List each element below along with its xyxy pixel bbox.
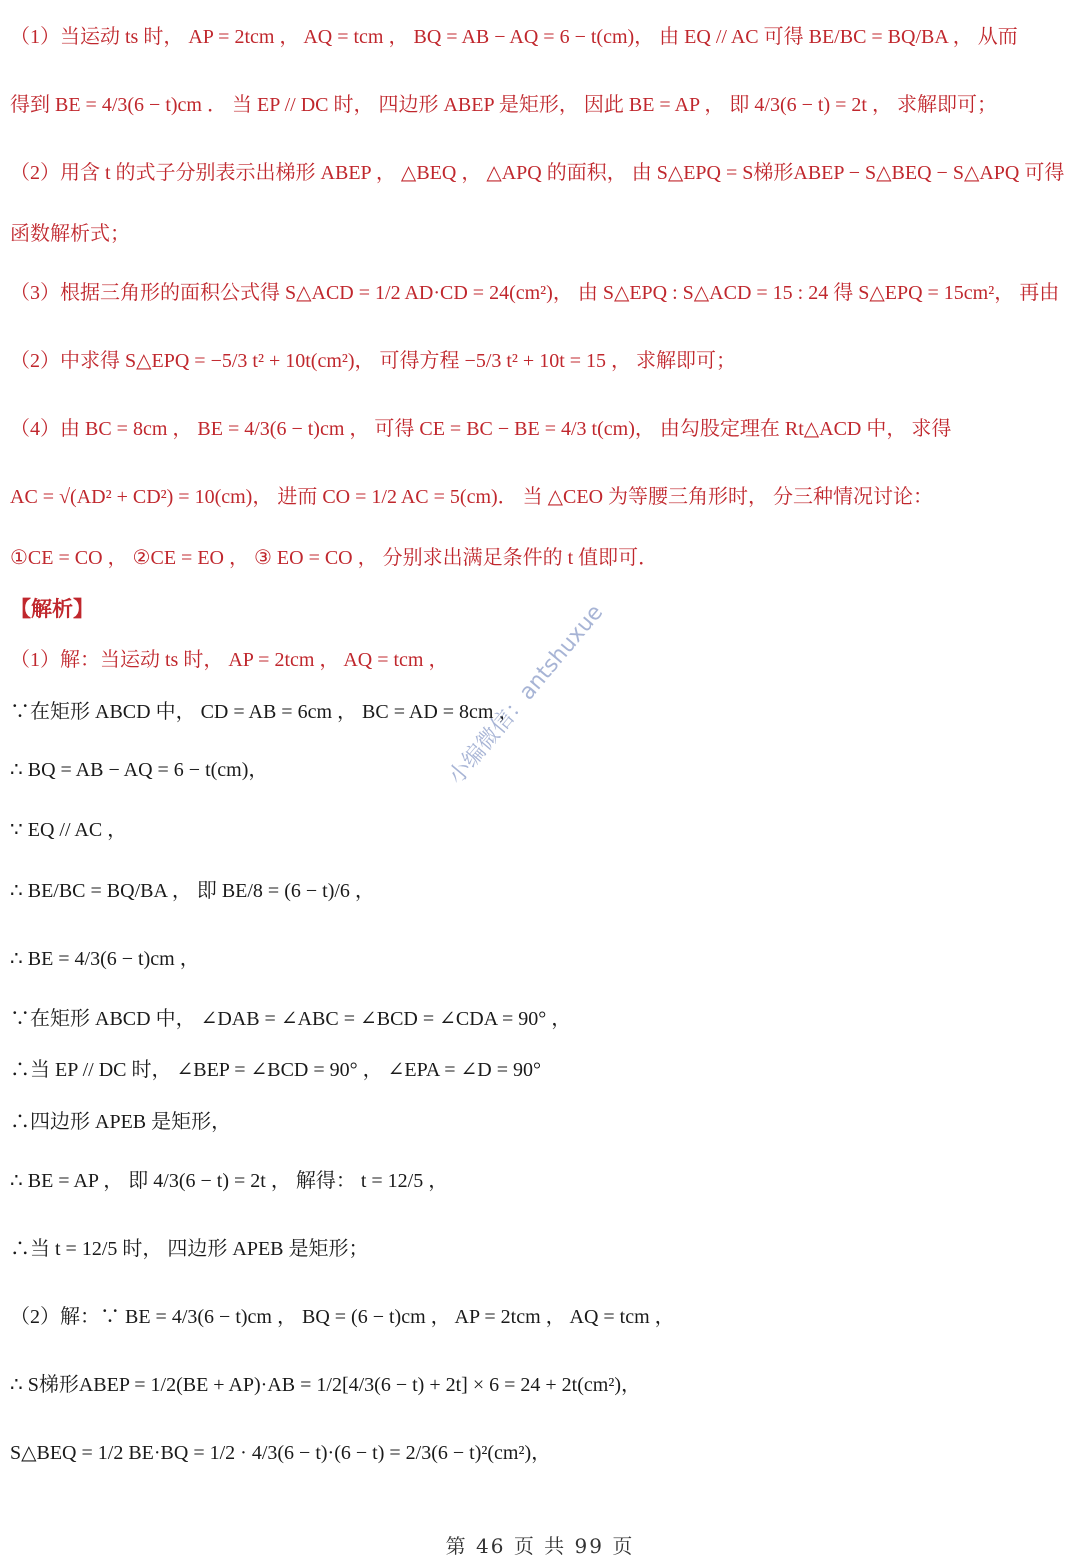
solution-heading: 【解析】 [10, 597, 94, 621]
solution-line-5: ∴ BE/BC = BQ/BA ， 即 BE/8 = (6 − t)/6 ， [10, 880, 375, 902]
solution-line-13: ∴ S梯形ABEP = 1/2(BE + AP)·AB = 1/2[4/3(6 − t) + 2t] × 6 = 24 + 2t(cm²)， [10, 1374, 641, 1396]
solution-line-14: S△BEQ = 1/2 BE·BQ = 1/2 · 4/3(6 − t)·(6 − t) = 2/3(6 − t)²(cm²)， [10, 1442, 552, 1464]
solution-line-10: ∴ BE = AP ， 即 4/3(6 − t) = 2t ， 解得： t = 12/5 ， [10, 1170, 449, 1192]
hint-line-4: 函数解析式； [10, 223, 130, 245]
solution-line-7: ∵在矩形 ABCD 中， ∠DAB = ∠ABC = ∠BCD = ∠CDA = 90° ， [10, 1008, 572, 1030]
hint-line-9: ①CE = CO ， ②CE = EO ， ③ EO = CO ， 分别求出满足条件的 t 值即可． [10, 547, 659, 569]
solution-line-4: ∵ EQ // AC ， [10, 819, 128, 841]
solution-line-11: ∴当 t = 12/5 时， 四边形 APEB 是矩形； [10, 1238, 369, 1260]
watermark: 小编微信：antshuxue [443, 600, 609, 790]
hint-line-7: （4）由 BC = 8cm ， BE = 4/3(6 − t)cm ， 可得 CE = BC − BE = 4/3 t(cm)， 由勾股定理在 Rt△ACD 中， 求得 [10, 418, 952, 440]
solution-line-2: ∵在矩形 ABCD 中， CD = AB = 6cm ， BC = AD = 8cm ， [10, 701, 519, 723]
solution-line-1: （1）解：当运动 ts 时， AP = 2tcm ， AQ = tcm ， [10, 649, 449, 671]
solution-line-12: （2）解：∵ BE = 4/3(6 − t)cm ， BQ = (6 − t)cm ， AP = 2tcm ， AQ = tcm ， [10, 1306, 675, 1328]
page-footer: 第 46 页 共 99 页 [445, 1534, 635, 1558]
hint-line-1: （1）当运动 ts 时， AP = 2tcm ， AQ = tcm ， BQ = AB − AQ = 6 − t(cm)， 由 EQ // AC 可得 BE/BC = BQ/BA ， 从而 [10, 26, 1018, 48]
solution-line-6: ∴ BE = 4/3(6 − t)cm ， [10, 948, 200, 970]
hint-line-3: （2）用含 t 的式子分别表示出梯形 ABEP ， △BEQ ， △APQ 的面积， 由 S△EPQ = S梯形ABEP − S△BEQ − S△APQ 可得 [10, 162, 1065, 184]
hint-line-2: 得到 BE = 4/3(6 − t)cm ． 当 EP // DC 时， 四边形 ABEP 是矩形， 因此 BE = AP ， 即 4/3(6 − t) = 2t ， 求解即可； [10, 94, 997, 116]
solution-line-9: ∴四边形 APEB 是矩形， [10, 1111, 232, 1133]
hint-line-5: （3）根据三角形的面积公式得 S△ACD = 1/2 AD·CD = 24(cm²)， 由 S△EPQ : S△ACD = 15 : 24 得 S△EPQ = 15cm²， 再由 [10, 282, 1060, 304]
solution-line-3: ∴ BQ = AB − AQ = 6 − t(cm)， [10, 759, 269, 781]
solution-line-8: ∴当 EP // DC 时， ∠BEP = ∠BCD = 90° ， ∠EPA = ∠D = 90° [10, 1059, 541, 1081]
hint-line-8: AC = √(AD² + CD²) = 10(cm)， 进而 CO = 1/2 AC = 5(cm)． 当 △CEO 为等腰三角形时， 分三种情况讨论： [10, 486, 934, 508]
hint-line-6: （2）中求得 S△EPQ = −5/3 t² + 10t(cm²)， 可得方程 −5/3 t² + 10t = 15 ， 求解即可； [10, 350, 737, 372]
